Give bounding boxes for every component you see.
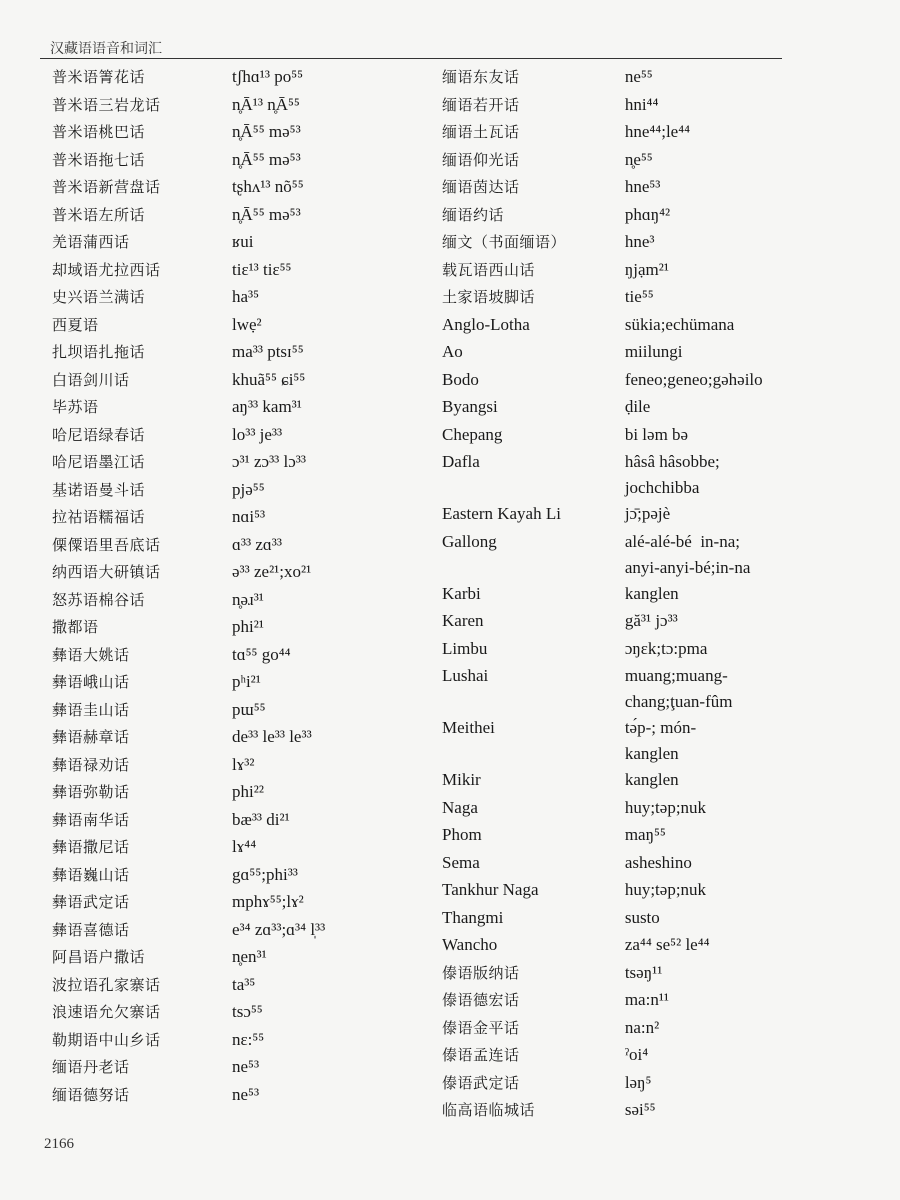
language-name: Thangmi bbox=[442, 907, 504, 927]
language-name: Meithei bbox=[442, 718, 495, 737]
word-form: n̥e⁵⁵ bbox=[624, 149, 653, 169]
word-form: nɛ:⁵⁵ bbox=[232, 1029, 265, 1049]
entry-row bbox=[52, 807, 442, 835]
language-name: 缅语德努话 bbox=[52, 1085, 130, 1104]
entry-row bbox=[52, 862, 442, 890]
word-form: hne³ bbox=[624, 232, 655, 251]
entry-row bbox=[52, 284, 442, 312]
language-name: 怒苏语棉谷话 bbox=[52, 590, 146, 609]
entry-row bbox=[52, 559, 442, 587]
word-form: aŋ³³ kam³¹ bbox=[232, 397, 302, 416]
language-name: Bodo bbox=[442, 369, 479, 389]
entry-row bbox=[442, 795, 862, 823]
entry-row bbox=[442, 529, 862, 581]
entry-row bbox=[52, 779, 442, 807]
word-form: kanglen bbox=[624, 770, 679, 789]
word-form: n̥Ā¹³ n̥Ā⁵⁵ bbox=[232, 94, 300, 114]
word-form: miilungi bbox=[624, 342, 683, 361]
entry-row bbox=[52, 642, 442, 670]
word-form: ˀoi⁴ bbox=[624, 1045, 649, 1064]
language-name: Anglo-Lotha bbox=[442, 314, 530, 334]
entry-row bbox=[52, 834, 442, 862]
language-name: 缅语土瓦话 bbox=[442, 123, 520, 141]
entry-row bbox=[52, 449, 442, 477]
language-name: 土家语坡脚话 bbox=[442, 288, 536, 306]
entry-row bbox=[442, 1015, 862, 1043]
language-name: Karen bbox=[442, 611, 484, 630]
word-form: tsɔ⁵⁵ bbox=[232, 1002, 263, 1021]
language-name: Limbu bbox=[442, 638, 488, 658]
language-name: 缅语茵达话 bbox=[442, 178, 520, 196]
language-name: 哈尼语绿春话 bbox=[52, 425, 146, 444]
entry-row bbox=[442, 174, 862, 202]
word-form: hâsâ hâsobbe; jochchibba bbox=[624, 452, 720, 497]
word-form: hne⁴⁴;le⁴⁴ bbox=[624, 122, 691, 141]
language-name: 彝语南华话 bbox=[52, 810, 130, 829]
language-name: 彝语喜德话 bbox=[52, 920, 130, 939]
language-name: 波拉语孔家寨话 bbox=[52, 975, 161, 994]
entry-row bbox=[52, 339, 442, 367]
entry-row bbox=[442, 422, 862, 450]
entry-row bbox=[442, 905, 862, 933]
language-name: 彝语圭山话 bbox=[52, 700, 130, 719]
word-form: n̥Ā⁵⁵ mə⁵³ bbox=[232, 204, 301, 224]
word-form: hne⁵³ bbox=[624, 177, 661, 196]
language-name: 扎坝语扎拖话 bbox=[52, 343, 146, 361]
word-form: muang;muang- chang;ţuan-fûm bbox=[624, 666, 733, 711]
language-name: 傣语武定话 bbox=[442, 1073, 520, 1092]
word-form: tiɛ¹³ tiɛ⁵⁵ bbox=[232, 259, 292, 279]
language-name: 彝语禄劝话 bbox=[52, 755, 130, 774]
word-form: tʂhʌ¹³ nõ⁵⁵ bbox=[232, 177, 304, 196]
word-form: lo³³ je³³ bbox=[232, 424, 283, 444]
language-name: Phom bbox=[442, 825, 482, 844]
language-name: 彝语峨山话 bbox=[52, 673, 130, 691]
word-form: ma:n¹¹ bbox=[624, 990, 670, 1009]
word-form: kanglen bbox=[624, 583, 679, 603]
word-form: n̥Ā⁵⁵ mə⁵³ bbox=[232, 122, 301, 141]
word-form: lɤ³² bbox=[232, 754, 255, 774]
word-form: səi⁵⁵ bbox=[624, 1100, 656, 1119]
entry-row bbox=[52, 422, 442, 450]
entry-row bbox=[52, 367, 442, 395]
word-form: phɑŋ⁴² bbox=[624, 204, 671, 224]
word-form: ha³⁵ bbox=[232, 287, 260, 306]
entry-row bbox=[442, 1070, 862, 1098]
entry-row bbox=[52, 64, 442, 92]
entry-row bbox=[52, 1054, 442, 1082]
page-number: 2166 bbox=[44, 1136, 74, 1152]
header-rule bbox=[40, 58, 782, 59]
language-name: 缅语约话 bbox=[442, 205, 505, 224]
word-form: bæ³³ di²¹ bbox=[232, 809, 290, 829]
word-form: n̥en³¹ bbox=[232, 947, 267, 966]
word-form: ḍile bbox=[624, 397, 651, 416]
entry-row bbox=[52, 504, 442, 532]
word-form: de³³ le³³ le³³ bbox=[232, 727, 312, 746]
entry-row bbox=[442, 960, 862, 988]
language-name: 阿昌语户撒话 bbox=[52, 948, 146, 966]
entry-row bbox=[442, 987, 862, 1015]
language-name: 傣语版纳话 bbox=[442, 963, 520, 982]
language-name: Sema bbox=[442, 852, 480, 872]
word-form: lwẹ² bbox=[232, 314, 262, 334]
word-form: tɑ⁵⁵ go⁴⁴ bbox=[232, 644, 291, 664]
word-form: ta³⁵ bbox=[232, 974, 256, 994]
language-name: Byangsi bbox=[442, 397, 498, 416]
language-name: 西夏语 bbox=[52, 315, 99, 334]
word-form: susto bbox=[624, 907, 660, 927]
entry-row bbox=[442, 877, 862, 905]
language-name: 普米语拖七话 bbox=[52, 150, 146, 169]
word-form: asheshino bbox=[624, 852, 692, 872]
word-form: tsəŋ¹¹ bbox=[624, 962, 663, 982]
word-form: ə³³ ze²¹;xo²¹ bbox=[232, 562, 312, 581]
word-form: ne⁵³ bbox=[232, 1084, 260, 1104]
word-form: maŋ⁵⁵ bbox=[624, 825, 666, 844]
entry-row bbox=[52, 174, 442, 202]
language-name: Chepang bbox=[442, 424, 503, 444]
word-form: tie⁵⁵ bbox=[624, 287, 654, 306]
word-form: phi²¹ bbox=[232, 617, 264, 636]
word-form: za⁴⁴ se⁵² le⁴⁴ bbox=[624, 935, 710, 954]
language-name: 缅语东友话 bbox=[442, 68, 520, 86]
language-name: 普米语新营盘话 bbox=[52, 178, 161, 196]
entry-row bbox=[52, 972, 442, 1000]
entry-row bbox=[442, 284, 862, 312]
language-name: 浪速语允欠寨话 bbox=[52, 1003, 161, 1021]
word-form: gă³¹ jɔ³³ bbox=[624, 611, 678, 630]
entry-row bbox=[442, 501, 862, 529]
language-name: 却域语尤拉西话 bbox=[52, 260, 161, 279]
entry-row bbox=[52, 394, 442, 422]
entry-row bbox=[52, 752, 442, 780]
language-name: Dafla bbox=[442, 452, 480, 471]
entry-row bbox=[52, 477, 442, 505]
word-form: feneo;geneo;gəhəilo bbox=[624, 369, 763, 389]
entry-row bbox=[442, 147, 862, 175]
language-name: Lushai bbox=[442, 666, 489, 685]
language-name: 傣语孟连话 bbox=[442, 1046, 520, 1064]
entry-row bbox=[442, 932, 862, 960]
language-name: Eastern Kayah Li bbox=[442, 504, 561, 523]
word-form: na:n² bbox=[624, 1017, 660, 1037]
word-form: ma³³ ptsɪ⁵⁵ bbox=[232, 342, 304, 361]
entry-row bbox=[52, 669, 442, 697]
entry-row bbox=[52, 614, 442, 642]
entry-row bbox=[52, 1027, 442, 1055]
language-name: 彝语弥勒话 bbox=[52, 783, 130, 801]
entry-row bbox=[442, 449, 862, 501]
word-form: gɑ⁵⁵;phi³³ bbox=[232, 864, 298, 884]
word-form: ne⁵⁵ bbox=[624, 67, 653, 86]
word-form: ne⁵³ bbox=[232, 1057, 260, 1076]
entry-row bbox=[442, 367, 862, 395]
entry-row bbox=[52, 724, 442, 752]
entry-row bbox=[52, 697, 442, 725]
language-name: 傈僳语里吾底话 bbox=[52, 535, 161, 554]
entry-row bbox=[52, 532, 442, 560]
word-form: pjə⁵⁵ bbox=[232, 479, 265, 499]
entry-row bbox=[442, 339, 862, 367]
word-form: khuã⁵⁵ ɕi⁵⁵ bbox=[232, 369, 306, 389]
entry-row bbox=[442, 394, 862, 422]
word-form: phi²² bbox=[232, 782, 264, 801]
word-form: e³⁴ zɑ³³;ɑ³⁴ l̩³³ bbox=[232, 919, 326, 939]
word-form: lɤ⁴⁴ bbox=[232, 837, 257, 856]
language-name: Naga bbox=[442, 797, 478, 817]
language-name: 羌语蒲西话 bbox=[52, 233, 130, 251]
language-name: 彝语巍山话 bbox=[52, 865, 130, 884]
entry-row bbox=[52, 202, 442, 230]
entry-row bbox=[442, 636, 862, 664]
entry-row bbox=[442, 92, 862, 120]
language-name: 彝语撒尼话 bbox=[52, 838, 130, 856]
entry-row bbox=[442, 608, 862, 636]
word-form: pʰi²¹ bbox=[232, 672, 261, 691]
word-form: tə́p-; món- kanglen bbox=[624, 718, 697, 763]
language-name: 勒期语中山乡话 bbox=[52, 1030, 161, 1049]
language-name: Ao bbox=[442, 342, 463, 361]
word-form: ʁui bbox=[232, 232, 254, 251]
entry-row bbox=[442, 850, 862, 878]
right-column bbox=[442, 64, 862, 1125]
word-form: nɑi⁵³ bbox=[232, 507, 266, 526]
entry-row bbox=[52, 312, 442, 340]
language-name: Gallong bbox=[442, 531, 497, 551]
word-form: huy;təp;nuk bbox=[624, 797, 707, 817]
language-name: 缅文（书面缅语） bbox=[442, 233, 567, 251]
left-column bbox=[52, 64, 442, 1109]
word-form: ɑ³³ zɑ³³ bbox=[232, 534, 282, 554]
language-name: 毕苏语 bbox=[52, 398, 99, 416]
word-form: huy;tәp;nuk bbox=[624, 880, 707, 899]
entry-row bbox=[52, 999, 442, 1027]
word-form: n̥əɹ³¹ bbox=[232, 589, 264, 609]
language-name: 缅语丹老话 bbox=[52, 1058, 130, 1076]
word-form: alé-alé-bé in-na; anyi-anyi-bé;in-na bbox=[624, 531, 751, 577]
entry-row bbox=[442, 1097, 862, 1125]
language-name: 纳西语大研镇话 bbox=[52, 563, 161, 581]
language-name: 缅语若开话 bbox=[442, 95, 520, 114]
language-name: 哈尼语墨江话 bbox=[52, 453, 146, 471]
entry-row bbox=[442, 663, 862, 715]
entry-row bbox=[442, 715, 862, 767]
language-name: Tankhur Naga bbox=[442, 880, 539, 899]
entry-row bbox=[442, 312, 862, 340]
entry-row bbox=[52, 587, 442, 615]
language-name: 彝语大姚话 bbox=[52, 645, 130, 664]
language-name: 白语剑川话 bbox=[52, 370, 130, 389]
entry-row bbox=[442, 202, 862, 230]
word-form: tʃhɑ¹³ po⁵⁵ bbox=[232, 67, 304, 86]
word-form: hni⁴⁴ bbox=[624, 94, 659, 114]
word-form: bi ləm bə bbox=[624, 424, 689, 444]
entry-row bbox=[52, 917, 442, 945]
entry-row bbox=[52, 119, 442, 147]
entry-row bbox=[52, 229, 442, 257]
entry-row bbox=[442, 64, 862, 92]
language-name: 普米语桃巴话 bbox=[52, 123, 146, 141]
word-form: n̥Ā⁵⁵ mə⁵³ bbox=[232, 149, 301, 169]
language-name: Wancho bbox=[442, 935, 498, 954]
entry-row bbox=[442, 257, 862, 285]
entry-row bbox=[52, 1082, 442, 1110]
entry-row bbox=[442, 581, 862, 609]
word-form: jɔ̄;pəjè bbox=[624, 504, 671, 523]
word-form: ləŋ⁵ bbox=[624, 1072, 652, 1092]
language-name: 普米语箐花话 bbox=[52, 68, 146, 86]
entry-row bbox=[442, 1042, 862, 1070]
language-name: 拉祜语糯福话 bbox=[52, 508, 146, 526]
entry-row bbox=[52, 889, 442, 917]
word-form: sükia;echümana bbox=[624, 314, 735, 334]
entry-row bbox=[442, 767, 862, 795]
language-name: 彝语赫章话 bbox=[52, 728, 130, 746]
word-form: ɔ³¹ zɔ³³ lɔ³³ bbox=[232, 452, 306, 471]
language-name: Karbi bbox=[442, 583, 481, 603]
language-name: 临高语临城话 bbox=[442, 1101, 536, 1119]
entry-row bbox=[442, 229, 862, 257]
language-name: 史兴语兰满话 bbox=[52, 288, 146, 306]
entry-row bbox=[52, 147, 442, 175]
entry-row bbox=[52, 944, 442, 972]
language-name: 缅语仰光话 bbox=[442, 150, 520, 169]
language-name: 基诺语曼斗话 bbox=[52, 480, 146, 499]
language-name: 普米语三岩龙话 bbox=[52, 95, 161, 114]
language-name: 彝语武定话 bbox=[52, 893, 130, 911]
language-name: 普米语左所话 bbox=[52, 205, 146, 224]
entry-row bbox=[52, 92, 442, 120]
word-form: mphɤ⁵⁵;lɤ² bbox=[232, 892, 304, 911]
language-name: Mikir bbox=[442, 770, 481, 789]
language-name: 载瓦语西山话 bbox=[442, 260, 536, 279]
language-name: 傣语德宏话 bbox=[442, 991, 520, 1009]
word-form: pɯ⁵⁵ bbox=[232, 699, 266, 719]
entry-row bbox=[442, 822, 862, 850]
running-header: 汉藏语语音和词汇 bbox=[50, 41, 162, 57]
entry-row bbox=[442, 119, 862, 147]
entry-row bbox=[52, 257, 442, 285]
word-form: ŋjạm²¹ bbox=[624, 259, 669, 279]
language-name: 傣语金平话 bbox=[442, 1018, 520, 1037]
language-name: 撒都语 bbox=[52, 618, 99, 636]
word-form: ɔŋɛk;tɔ:pma bbox=[624, 638, 708, 658]
